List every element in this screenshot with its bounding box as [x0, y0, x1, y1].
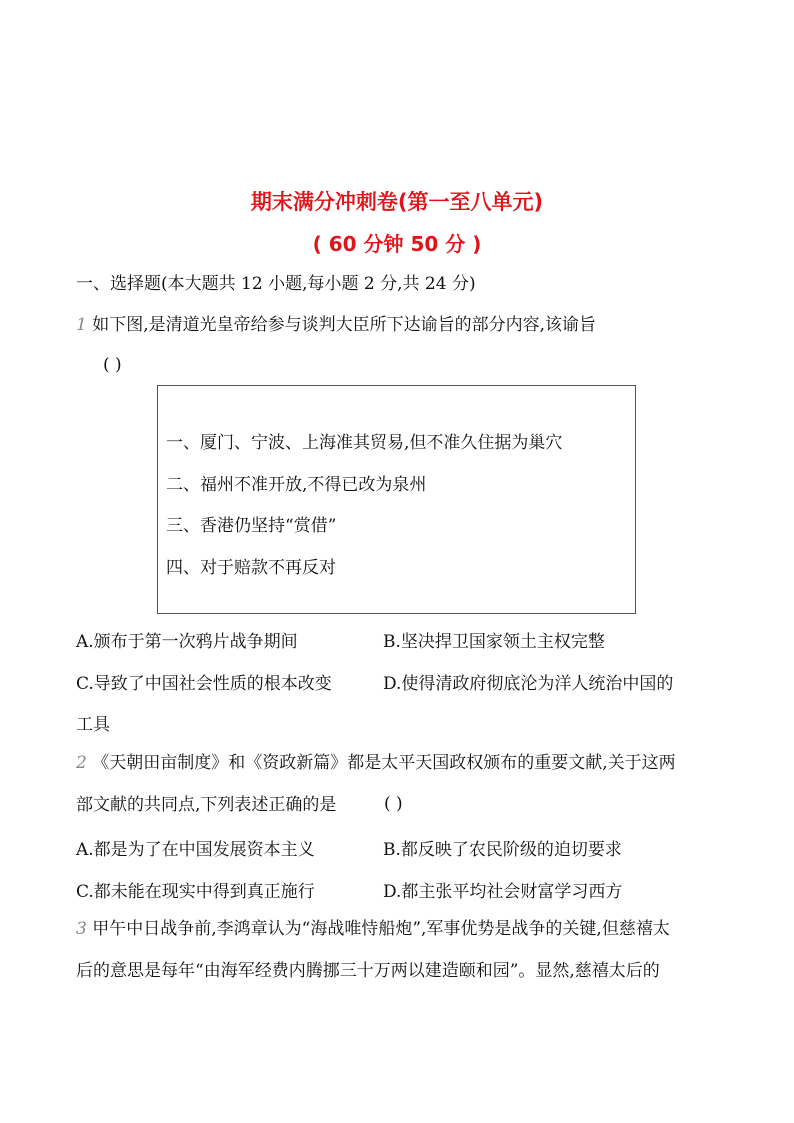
edict-item: 四、对于赔款不再反对: [166, 558, 336, 578]
edict-excerpt-box: [157, 385, 636, 614]
question-3-stem: [76, 918, 670, 940]
section-heading: 一、选择题(本大题共 12 小题,每小题 2 分,共 24 分): [76, 274, 476, 294]
option-a: A.都是为了在中国发展资本主义: [76, 840, 315, 860]
question-number: 3: [76, 919, 87, 939]
question-text: 《天朝田亩制度》和《资政新篇》都是太平天国政权颁布的重要文献,关于这两: [92, 753, 676, 773]
option-d-continued: 工具: [76, 715, 110, 735]
page-subtitle: ( 60 分钟 50 分 ): [312, 232, 482, 256]
page-title: 期末满分冲刺卷(第一至八单元): [250, 190, 544, 214]
question-2-stem-line2: [76, 794, 336, 816]
option-c: C.都未能在现实中得到真正施行: [76, 882, 315, 902]
answer-bracket: ( ): [384, 794, 403, 814]
option-a: A.颁布于第一次鸦片战争期间: [76, 632, 298, 652]
question-text: 部文献的共同点,下列表述正确的是: [76, 795, 337, 815]
question-1-stem: [76, 314, 596, 336]
question-text: 后的意思是每年“由海军经费内腾挪三十万两以建造颐和园”。显然,慈禧太后的: [76, 961, 660, 981]
edict-item: 二、福州不准开放,不得已改为泉州: [166, 475, 427, 495]
edict-item: 三、香港仍坚持“赏借”: [166, 516, 337, 536]
question-text: 如下图,是清道光皇帝给参与谈判大臣所下达谕旨的部分内容,该谕旨: [92, 315, 597, 335]
question-number: 2: [76, 753, 87, 773]
question-3-stem-line2: [76, 960, 660, 982]
option-c: C.导致了中国社会性质的根本改变: [76, 674, 332, 694]
answer-bracket: ( ): [103, 355, 122, 375]
edict-item: 一、厦门、宁波、上海准其贸易,但不准久住据为巢穴: [166, 433, 563, 453]
question-number: 1: [76, 315, 87, 335]
question-2-stem: [76, 752, 676, 774]
option-d: D.使得清政府彻底沦为洋人统治中国的: [383, 674, 674, 694]
option-b: B.坚决捍卫国家领土主权完整: [383, 632, 605, 652]
option-b: B.都反映了农民阶级的迫切要求: [383, 840, 622, 860]
option-d: D.都主张平均社会财富学习西方: [383, 882, 623, 902]
question-text: 甲午中日战争前,李鸿章认为“海战唯恃船炮”,军事优势是战争的关键,但慈禧太: [92, 919, 670, 939]
